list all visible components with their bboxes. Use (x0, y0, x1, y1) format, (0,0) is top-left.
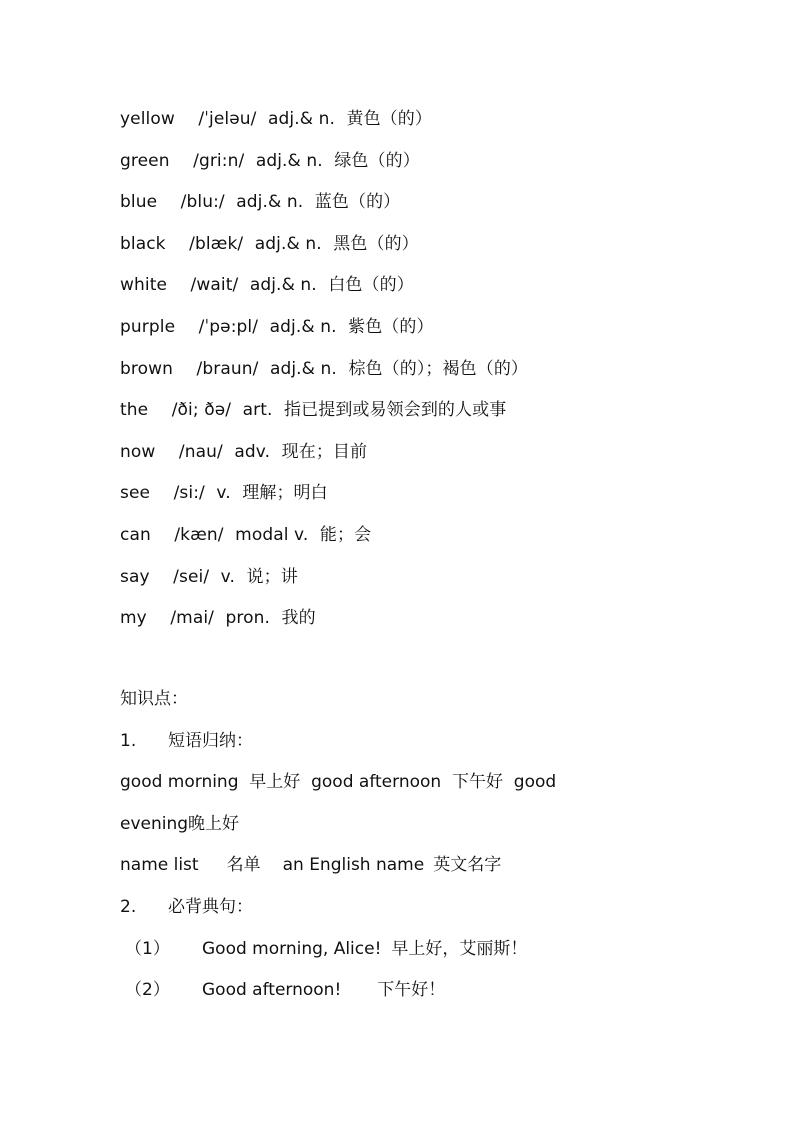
phrases-line: good morning 早上好 good afternoon 下午好 good (120, 772, 557, 793)
vocab-meaning: 说；讲 (246, 566, 298, 587)
vocab-word: can (120, 524, 151, 545)
vocab-part-of-speech: adj.& n. (269, 358, 337, 379)
sentence-english: Good morning, Alice! (202, 938, 382, 959)
sentence-chinese: 早上好，艾丽斯！ (391, 938, 528, 959)
vocab-part-of-speech: v. (220, 566, 236, 587)
section-number: 2. (120, 896, 137, 917)
vocab-phonetic: /si:/ (173, 483, 205, 504)
vocabulary-list (120, 104, 740, 645)
vocab-phonetic: /ði; ðə/ (171, 400, 232, 421)
vocab-row (120, 354, 740, 396)
vocab-word: green (120, 150, 170, 171)
vocab-meaning: 黑色（的） (333, 233, 419, 254)
vocab-part-of-speech: pron. (225, 608, 271, 629)
section-title: 短语归纳： (168, 730, 253, 751)
vocab-row (120, 603, 740, 645)
vocab-part-of-speech: adj.& n. (236, 192, 304, 213)
vocab-word: blue (120, 192, 158, 213)
vocab-meaning: 我的 (281, 608, 316, 629)
vocab-phonetic: /ˈjeləu/ (198, 109, 257, 129)
vocab-part-of-speech: adj.& n. (255, 150, 323, 171)
vocab-row (120, 270, 740, 312)
key-sentence (120, 975, 740, 1017)
vocab-word: black (120, 233, 166, 254)
vocab-part-of-speech: adj.& n. (267, 109, 335, 129)
vocab-row (120, 312, 740, 354)
vocab-word: white (120, 275, 168, 296)
vocab-row (120, 146, 740, 188)
vocab-word: the (120, 400, 149, 421)
key-sentence (120, 934, 740, 976)
section-title: 必背典句： (168, 896, 253, 917)
vocab-meaning: 指已提到或易领会到的人或事 (284, 400, 507, 421)
vocab-meaning: 绿色（的） (334, 150, 420, 171)
phrases-line: evening晚上好 (120, 813, 240, 834)
vocab-phonetic: /mai/ (170, 608, 214, 629)
vocab-row (120, 562, 740, 604)
sentence-number: （2） (125, 980, 170, 1001)
vocab-word: brown (120, 358, 173, 379)
vocab-part-of-speech: modal v. (235, 524, 309, 545)
vocab-meaning: 能；会 (319, 524, 372, 545)
vocab-phonetic: /ˈpə:pl/ (198, 316, 259, 337)
phrases-line (120, 850, 740, 892)
vocab-meaning: 现在；目前 (281, 441, 368, 462)
vocab-phonetic: /gri:n/ (193, 150, 245, 171)
vocab-word: yellow (120, 109, 175, 129)
vocab-row (120, 478, 740, 520)
vocab-phonetic: /blu:/ (180, 192, 225, 213)
phrase-chinese: 名单 (226, 855, 261, 876)
vocab-row (120, 229, 740, 271)
knowledge-heading: 知识点： (120, 689, 188, 709)
vocab-row (120, 187, 740, 229)
phrase-english: name list (120, 855, 199, 876)
vocab-word: my (120, 608, 147, 629)
section-phrases-heading (120, 726, 740, 768)
vocab-word: say (120, 566, 150, 587)
vocab-phonetic: /kæn/ (174, 524, 224, 545)
vocab-phonetic: /nau/ (178, 441, 223, 462)
vocab-part-of-speech: adv. (234, 441, 271, 462)
vocab-part-of-speech: adj.& n. (249, 275, 317, 296)
vocab-phonetic: /sei/ (173, 566, 210, 587)
vocab-row (120, 520, 740, 562)
vocab-meaning: 蓝色（的） (314, 192, 401, 213)
vocab-part-of-speech: art. (242, 400, 273, 421)
vocab-phonetic: /wait/ (190, 275, 239, 296)
section-sentences-heading (120, 892, 740, 934)
vocab-meaning: 黄色（的） (346, 109, 432, 129)
vocab-meaning: 白色（的） (328, 275, 414, 296)
vocab-part-of-speech: adj.& n. (269, 316, 337, 337)
sentence-chinese: 下午好！ (377, 980, 446, 1001)
vocab-row (120, 437, 740, 479)
sentence-number: （1） (125, 938, 170, 959)
vocab-word: now (120, 441, 156, 462)
knowledge-points-section (120, 684, 740, 1017)
vocab-part-of-speech: v. (216, 483, 231, 504)
vocab-row (120, 104, 740, 146)
vocab-meaning: 理解；明白 (242, 483, 328, 504)
vocab-meaning: 棕色（的）；褐色（的） (348, 358, 529, 379)
phrase-english: an English name (282, 855, 425, 876)
vocab-phonetic: /braun/ (196, 358, 259, 379)
vocab-meaning: 紫色（的） (348, 316, 434, 337)
phrase-chinese: 英文名字 (433, 855, 502, 876)
vocab-phonetic: /blæk/ (189, 233, 244, 254)
vocab-word: see (120, 483, 151, 504)
section-number: 1. (120, 730, 137, 751)
sentence-english: Good afternoon! (202, 980, 342, 1001)
vocab-row (120, 395, 740, 437)
vocab-word: purple (120, 316, 176, 337)
vocab-part-of-speech: adj.& n. (254, 233, 322, 254)
